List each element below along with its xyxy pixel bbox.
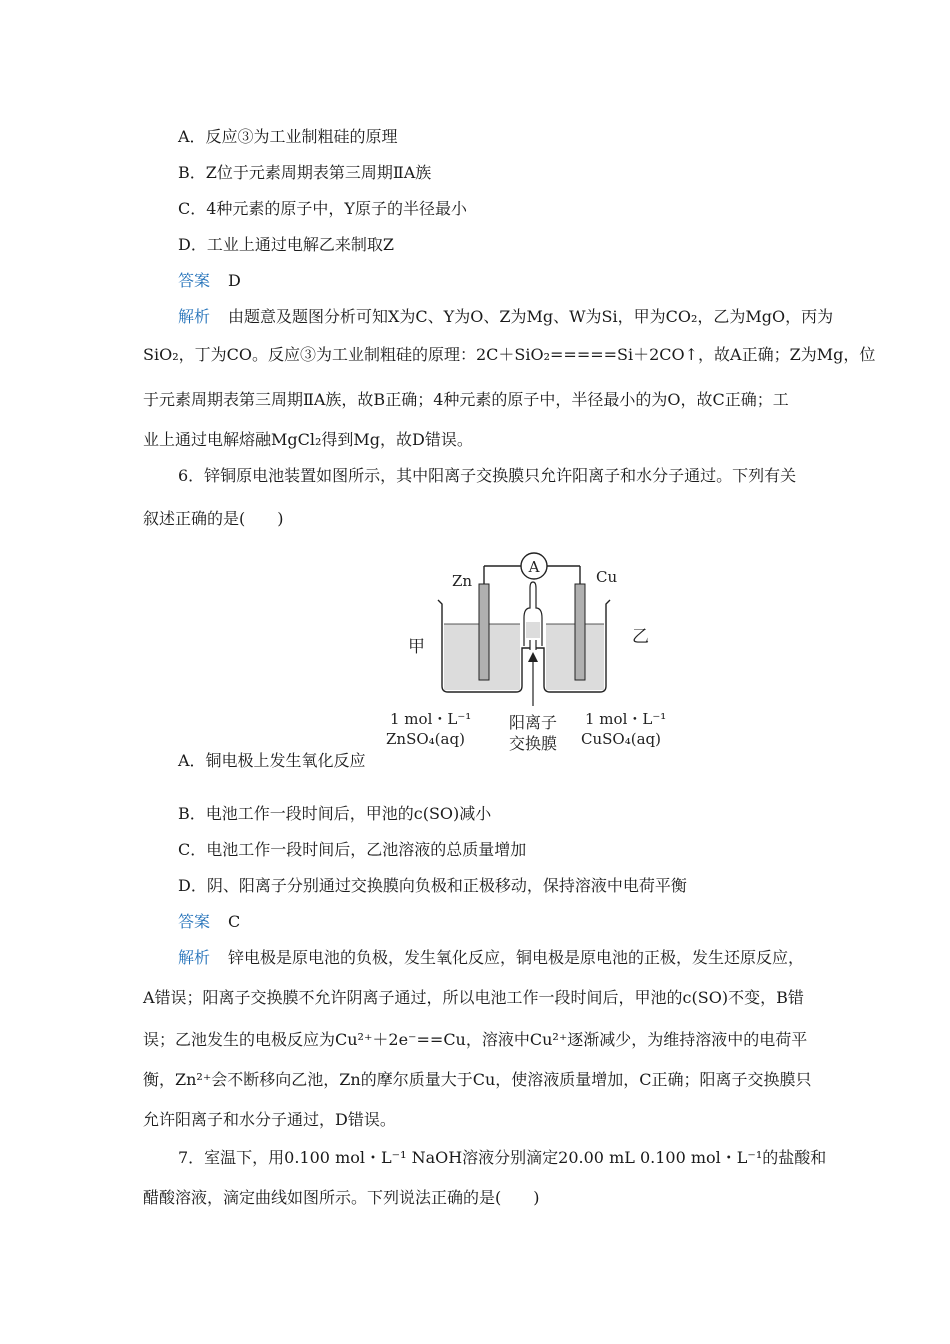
ammeter-label: A: [528, 558, 540, 576]
q5-option-d: D．工业上通过电解乙来制取Z: [178, 235, 394, 254]
copper-label: Cu: [596, 568, 618, 586]
q5-analysis-line-1: [178, 307, 833, 327]
arrow-head-icon: [528, 652, 538, 662]
q6-option-b: B．电池工作一段时间后，甲池的c(SO)减小: [178, 804, 492, 823]
zinc-electrode: [479, 584, 489, 680]
right-solution-label: CuSO₄(aq): [581, 730, 661, 748]
q5-option-c: C．4种元素的原子中，Y原子的半径最小: [178, 199, 467, 218]
q6-answer-label: 答案: [178, 912, 211, 931]
galvanic-cell-diagram: [380, 546, 690, 756]
q6-analysis-line-4: 衡，Zn²⁺会不断移向乙池，Zn的摩尔质量大于Cu，使溶液质量增加，C正确；阳离子交换膜只: [143, 1070, 812, 1089]
q6-option-a: A．铜电极上发生氧化反应: [178, 751, 366, 770]
q5-answer-label: 答案: [178, 271, 211, 290]
tube-solution: [526, 622, 540, 638]
left-concentration: 1 mol・L⁻¹: [390, 710, 472, 728]
copper-electrode: [575, 584, 585, 680]
q5-analysis-label: 解析: [178, 307, 211, 326]
q6-analysis-text-1: 锌电极是原电池的负极，发生氧化反应，铜电极是原电池的正极，发生还原反应，: [228, 948, 805, 967]
q6-analysis-label: 解析: [178, 948, 211, 967]
right-cell-label: 乙: [632, 627, 649, 647]
q6-analysis-line-2: A错误；阳离子交换膜不允许阴离子通过，所以电池工作一段时间后，甲池的c(SO)不变，B错: [143, 988, 804, 1007]
left-cell-label: 甲: [408, 637, 425, 657]
q5-answer-value: D: [228, 271, 241, 290]
q5-analysis-line-4: 业上通过电解熔融MgCl₂得到Mg，故D错误。: [143, 430, 473, 449]
q5-analysis-line-2: SiO₂，丁为CO。反应③为工业制粗硅的原理：2C＋SiO₂=====Si＋2CO↑，故A正确；Z为Mg，位: [143, 345, 876, 364]
q6-option-c: C．电池工作一段时间后，乙池溶液的总质量增加: [178, 840, 527, 859]
membrane-label-line-1: 阳离子: [508, 713, 558, 732]
q5-analysis-line-3: 于元素周期表第三周期ⅡA族，故B正确；4种元素的原子中，半径最小的为O，故C正确；工: [143, 390, 789, 409]
q7-stem-line-2: 醋酸溶液，滴定曲线如图所示。下列说法正确的是( ): [143, 1188, 540, 1207]
q6-stem-line-1: 6．锌铜原电池装置如图所示，其中阳离子交换膜只允许阳离子和水分子通过。下列有关: [178, 466, 797, 485]
membrane-label-line-2: 交换膜: [508, 734, 558, 753]
q6-analysis-line-1: [178, 948, 804, 968]
q7-stem-line-1: 7．室温下，用0.100 mol・L⁻¹ NaOH溶液分别滴定20.00 mL 0.100 mol・L⁻¹的盐酸和: [178, 1148, 827, 1167]
q5-answer: [178, 271, 241, 291]
q6-analysis-line-5: 允许阳离子和水分子通过，D错误。: [143, 1110, 396, 1129]
q6-stem-line-2: 叙述正确的是( ): [143, 509, 284, 528]
q5-option-a: A．反应③为工业制粗硅的原理: [178, 127, 398, 146]
left-solution-label: ZnSO₄(aq): [386, 730, 465, 748]
zinc-label: Zn: [452, 572, 473, 590]
q6-answer: [178, 912, 240, 932]
q5-option-b: B．Z位于元素周期表第三周期ⅡA族: [178, 163, 432, 182]
q6-analysis-line-3: 误；乙池发生的电极反应为Cu²⁺＋2e⁻==Cu，溶液中Cu²⁺逐渐减少，为维持溶液中的电荷平: [143, 1030, 808, 1049]
q6-option-d: D．阴、阳离子分别通过交换膜向负极和正极移动，保持溶液中电荷平衡: [178, 876, 687, 895]
q5-analysis-text-1: 由题意及题图分析可知X为C、Y为O、Z为Mg、W为Si，甲为CO₂，乙为MgO，丙为: [228, 307, 834, 326]
right-concentration: 1 mol・L⁻¹: [585, 710, 667, 728]
q6-answer-value: C: [228, 912, 241, 931]
